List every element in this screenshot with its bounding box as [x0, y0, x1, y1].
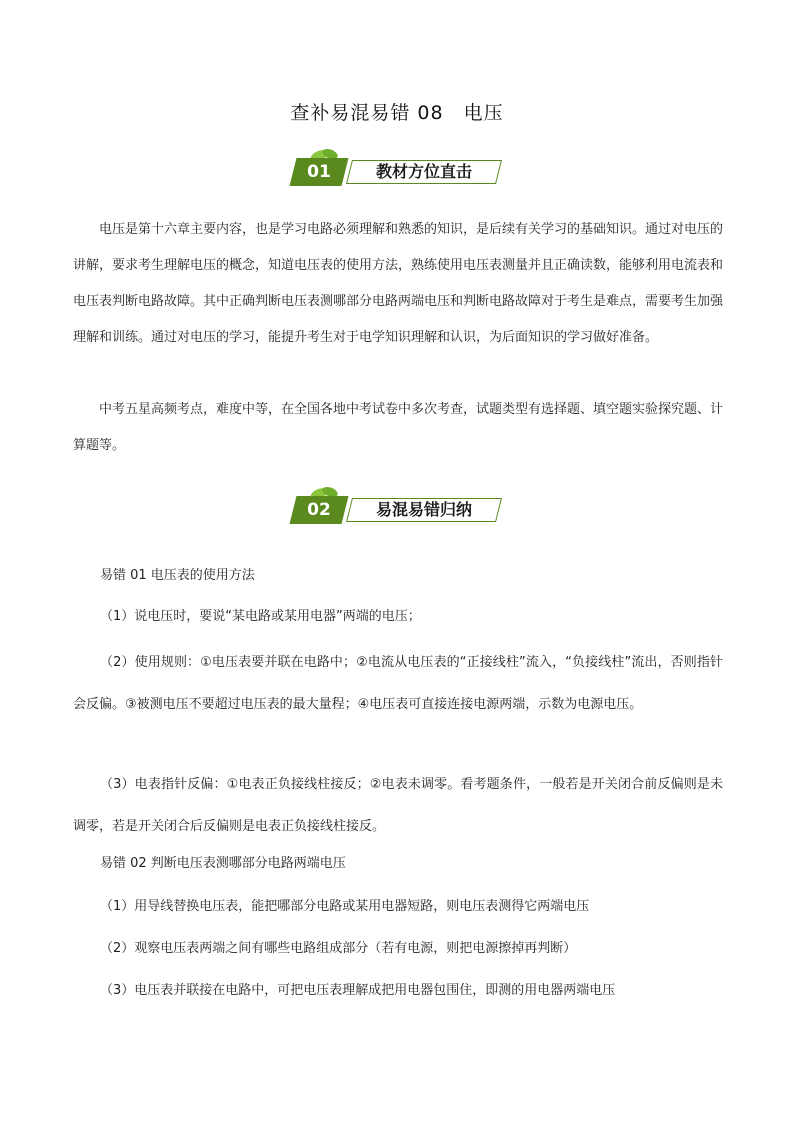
error-01-item-3: （3）电表指针反偏：①电表正负接线柱接反；②电表未调零。看考题条件，一般若是开关闭合前反偏则是未调零，若是开关闭合后反偏则是电表正负接线柱接反。 — [73, 777, 723, 834]
section-header-02 — [293, 484, 513, 526]
intro-paragraph-1: 电压是第十六章主要内容，也是学习电路必须理解和熟悉的知识，是后续有关学习的基础知识。通过对电压的讲解，要求考生理解电压的概念，知道电压表的使用方法，熟练使用电压表测量并且正确读数，能够利用电流表和电压表判断电路故障。其中正确判断电压表测哪部分电路两端电压和判断电路故障对于考生是难点，需要考生加强理解和训练。通过对电压的学习，能提升考生对于电学知识理解和认识，为后面知识的学习做好准备。 — [73, 222, 724, 345]
error-01-item-2: （2）使用规则：①电压表要并联在电路中；②电流从电压表的“正接线柱”流入，“负接线柱”流出，否则指针会反偏。③被测电压不要超过电压表的最大量程；④电压表可直接连接电源两端，示数为电源电压。 — [73, 655, 723, 712]
page-title: 查补易混易错 08 电压 — [290, 102, 504, 124]
error-02-title: 易错 02 判断电压表测哪部分电路两端电压 — [100, 856, 346, 871]
error-01-item-1: （1）说电压时，要说“某电路或某用电器”两端的电压； — [100, 609, 421, 624]
section-label: 教材方位直击 — [349, 160, 499, 184]
error-02-item-2: （2）观察电压表两端之间有哪些电路组成部分（若有电源，则把电源擦掉再判断） — [100, 941, 577, 956]
error-02-item-1: （1）用导线替换电压表，能把哪部分电路或某用电器短路，则电压表测得它两端电压 — [100, 899, 590, 914]
section-label: 易混易错归纳 — [349, 498, 499, 522]
section-number-badge: 01 — [293, 158, 345, 186]
section-number-badge: 02 — [293, 496, 345, 524]
intro-paragraph-2: 中考五星高频考点，难度中等，在全国各地中考试卷中多次考查，试题类型有选择题、填空题实验探究题、计算题等。 — [73, 402, 724, 453]
section-header-01 — [293, 146, 513, 188]
error-02-item-3: （3）电压表并联接在电路中，可把电压表理解成把用电器包围住，即测的用电器两端电压 — [100, 983, 616, 998]
error-01-title: 易错 01 电压表的使用方法 — [100, 568, 255, 583]
